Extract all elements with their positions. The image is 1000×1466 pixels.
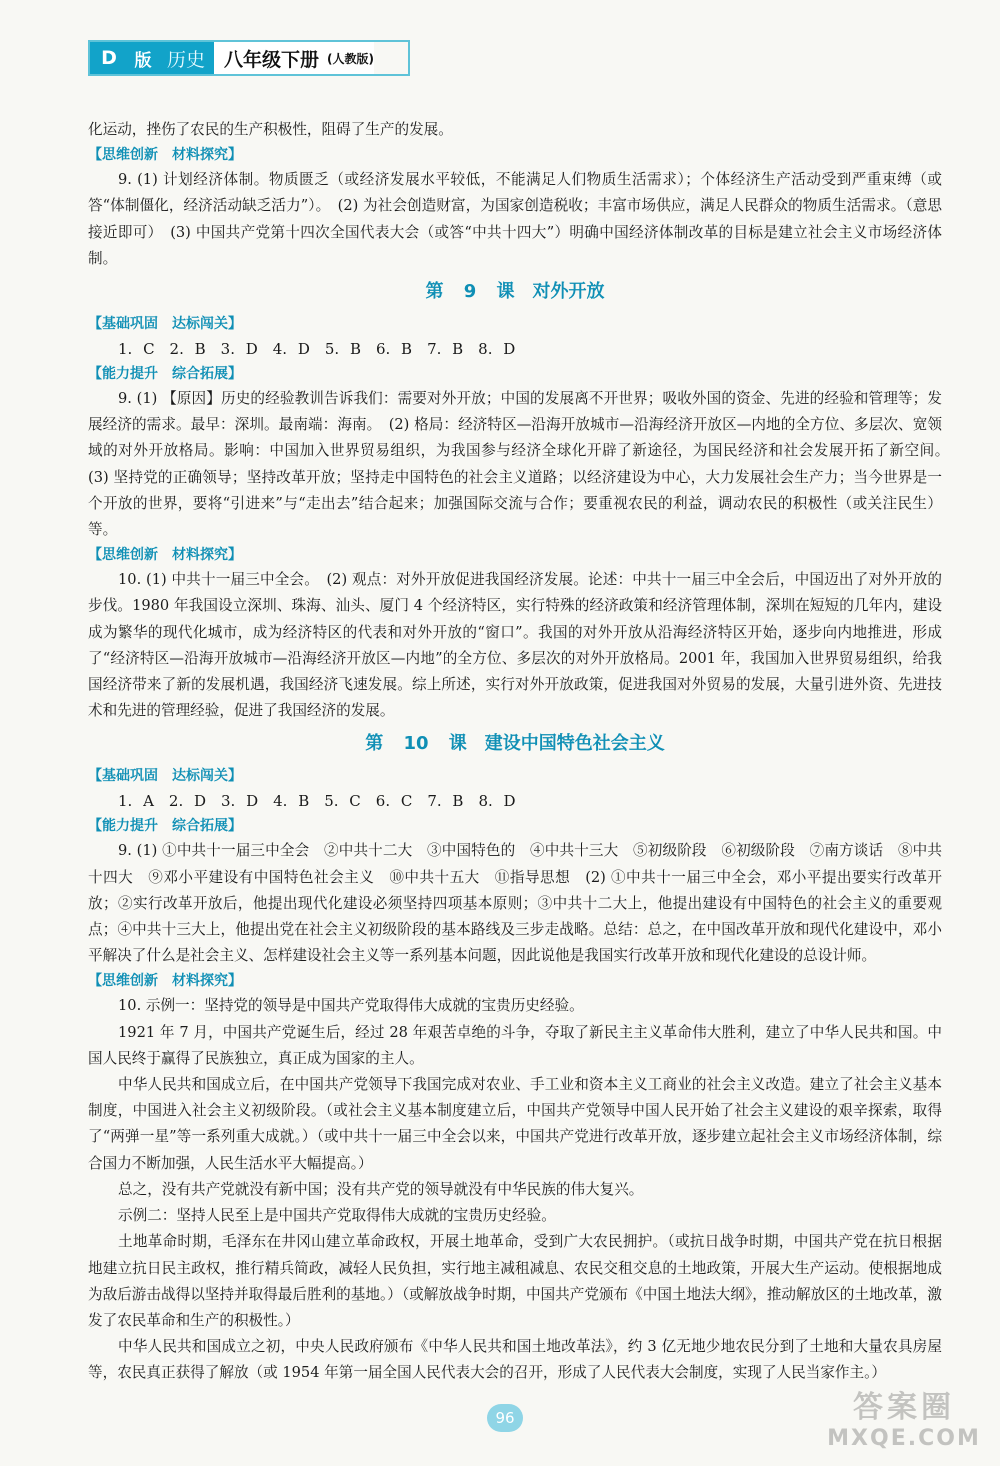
page-content (88, 117, 957, 1387)
paragraph: 中华人民共和国成立后，在中国共产党领导下我国完成对农业、手工业和资本主义工商业的社会主义改造。建立了社会主义基本制度，中国进入社会主义初级阶段。（或社会主义基本制度建立后，中国共产党领导中国人民开始了社会主义建设的艰辛探索，取得了“两弹一星”等一系列重大成就。）（或中共十一届三中全会以来，中国共产党进行改革开放，逐步建立起社会主义市场经济体制，综合国力不断加强，人民生活水平大幅提高。） (88, 1076, 942, 1172)
paragraph: 总之，没有共产党就没有新中国；没有共产党的领导就没有中华民族的伟大复兴。 (118, 1180, 644, 1198)
paragraph: 示例二：坚持人民至上是中国共产党取得伟大成就的宝贵历史经验。 (118, 1207, 556, 1225)
section-heading: 【基础巩固 达标闯关】 (88, 316, 242, 333)
edition-badge-ban: 版 (128, 42, 158, 74)
lesson-title: 第 10 课 建设中国特色社会主义 (365, 733, 665, 755)
paragraph: 9. (1) 【原因】历史的经验教训告诉我们：需要对外开放；中国的发展离不开世界；吸收外国的资金、先进的经验和管理等；发展经济的需求。最早：深圳。最南端：海南。 (2) 格局：经济特区—沿海开放城市—沿海经济开放区—内地的全方位、多层次、宽领域的对外开放格局。影响：中国加入世界贸易组织，为我国参与经济全球化开辟了新途径，为国民经济和社会发展开拓了新空间。 (3) 坚持党的正确领导；坚持改革开放；坚持走中国特色的社会主义道路；以经济建设为中心，大力发展社会生产力；当今世界是一个开放的世界，要将“引进来”与“走出去”结合起来；加强国际交流与合作；要重视农民的利益，调动农民的积极性（或关注民生）等。 (88, 390, 957, 539)
subject-label: 历史 (158, 42, 214, 74)
section-heading: 【能力提升 综合拓展】 (88, 818, 242, 835)
section-heading: 【能力提升 综合拓展】 (88, 366, 242, 383)
paragraph: 中华人民共和国成立之初，中央人民政府颁布《中华人民共和国土地改革法》，约 3 亿无地少地农民分到了土地和大量农具房屋等，农民真正获得了解放（或 1954 年第一届全国人民代表大会的召开，形成了人民代表大会制度，实现了人民当家作主。） (88, 1338, 942, 1382)
grade-text: 八年级下册 (224, 48, 320, 71)
paragraph: 10. 示例一：坚持党的领导是中国共产党取得伟大成就的宝贵历史经验。 (118, 997, 584, 1015)
watermark-logo (820, 1380, 988, 1452)
watermark-cn: 答案圈 (853, 1389, 955, 1425)
edition-badge: D (90, 42, 128, 74)
section-heading: 【思维创新 材料探究】 (88, 547, 242, 564)
paragraph: 化运动，挫伤了农民的生产积极性，阻碍了生产的发展。 (88, 121, 453, 138)
paragraph: 10. (1) 中共十一届三中全会。 (2) 观点：对外开放促进我国经济发展。论述：中共十一届三中全会后，中国迈出了对外开放的步伐。1980 年我国设立深圳、珠海、汕头、厦门 4 个经济特区，实行特殊的经济政策和经济管理体制，深圳在短短的几年内，建设成为繁华的现代化城市，成为经济特区的代表和对外开放的“窗口”。我国的对外开放从沿海经济特区开始，逐步向内地推进，形成了“经济特区—沿海开放城市—沿海经济开放区—内地”的全方位、多层次的对外开放格局。2001 年，我国加入世界贸易组织，给我国经济带来了新的发展机遇，我国经济飞速发展。综上所述，实行对外开放政策，促进我国对外贸易的发展，大量引进外资、先进技术和先进的管理经验，促进了我国经济的发展。 (88, 571, 942, 720)
section-heading: 【思维创新 材料探究】 (88, 147, 242, 164)
paragraph: 土地革命时期，毛泽东在井冈山建立革命政权，开展土地革命，受到广大农民拥护。（或抗日战争时期，中国共产党在抗日根据地建立抗日民主政权，推行精兵简政，减轻人民负担，实行地主减租减息、农民交租交息的土地政策，开展大生产运动。使根据地成为敌后游击战得以坚持并取得最后胜利的基地。）（或解放战争时期，中国共产党颁布《中国土地法大纲》，推动解放区的土地改革，激发了农民革命和生产的积极性。） (88, 1233, 942, 1329)
page-number: 96 (487, 1404, 523, 1432)
section-heading: 【基础巩固 达标闯关】 (88, 768, 242, 785)
book-header (88, 40, 410, 76)
answer-line: 1. C 2. B 3. D 4. D 5. B 6. B 7. B 8. D (118, 340, 516, 359)
section-heading: 【思维创新 材料探究】 (88, 973, 242, 990)
answer-line: 1. A 2. D 3. D 4. B 5. C 6. C 7. B 8. D (118, 792, 516, 811)
grade-label (214, 42, 374, 74)
lesson-title: 第 9 课 对外开放 (425, 281, 605, 303)
paragraph: 9. (1) ①中共十一届三中全会 ②中共十二大 ③中国特色的 ④中共十三大 ⑤初级阶段 ⑥初级阶段 ⑦南方谈话 ⑧中共十四大 ⑨邓小平建设有中国特色社会主义 ⑩中共十五大 ⑪指导思想 (2) ①中共十一届三中全会，邓小平提出要实行改革开放；②实行改革开放后，他提出现代化建设必须坚持四项基本原则；③中共十二大上，他提出建设有中国特色的社会主义的重要观点；④中共十三大上，他提出党在社会主义初级阶段的基本路线及三步走战略。总结：总之，在中国改革开放和现代化建设中，邓小平解决了什么是社会主义、怎样建设社会主义等一系列基本问题，因此说他是我国实行改革开放和现代化建设的总设计师。 (88, 842, 942, 965)
paragraph: 1921 年 7 月，中国共产党诞生后，经过 28 年艰苦卓绝的斗争，夺取了新民主主义革命伟大胜利，建立了中华人民共和国。中国人民终于赢得了民族独立，真正成为国家的主人。 (88, 1023, 942, 1067)
edition-label: (人教版) (327, 51, 374, 66)
watermark-en: MXQE.COM (827, 1425, 981, 1451)
paragraph: 9. (1) 计划经济体制。物质匮乏（或经济发展水平较低，不能满足人们物质生活需求）；个体经济生产活动受到严重束缚（或答“体制僵化，经济活动缺乏活力”）。 (2) 为社会创造财富，为国家创造税收；丰富市场供应，满足人民群众的物质生活需求。（意思接近即可） (3) 中国共产党第十四次全国代表大会（或答“中共十四大”）明确中国经济体制改革的目标是建立社会主义市场经济体制。 (88, 171, 942, 267)
